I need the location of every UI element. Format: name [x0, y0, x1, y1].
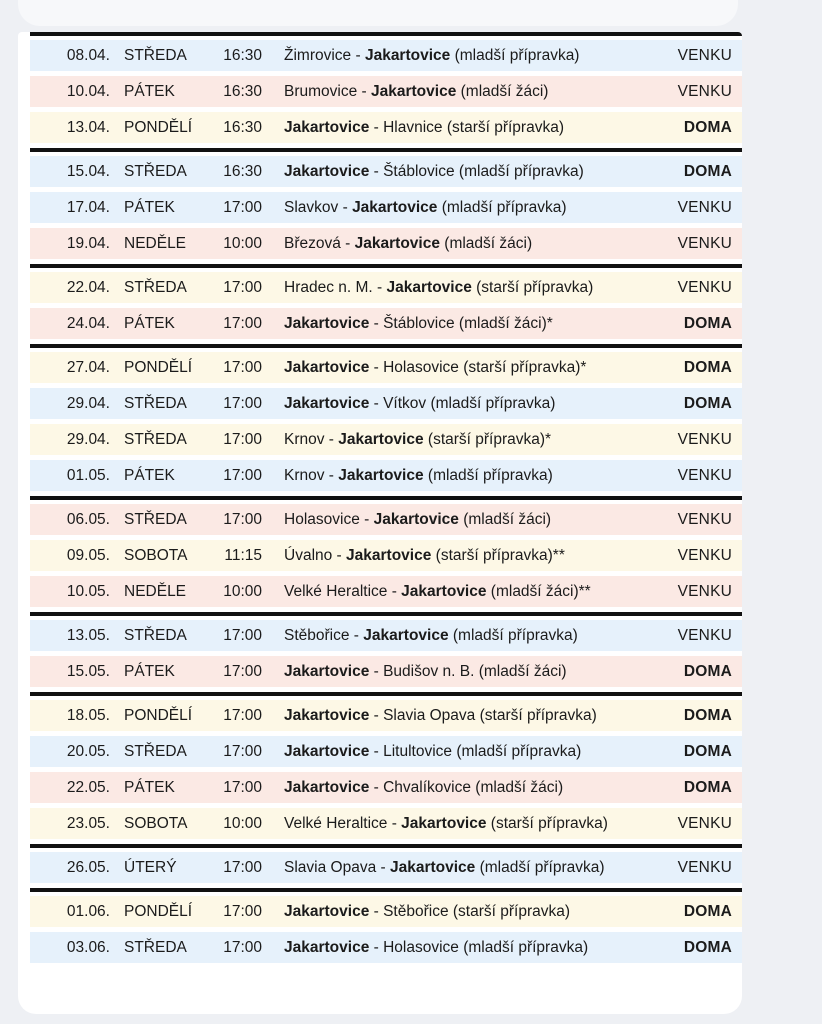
- team-separator: -: [324, 431, 339, 448]
- match-time: 17:00: [223, 431, 262, 448]
- home-team: Krnov: [284, 467, 325, 484]
- team-separator: -: [369, 743, 384, 760]
- match-date: 22.04.: [66, 279, 110, 296]
- away-team: Jakartovice: [364, 47, 451, 64]
- match-weekday: ÚTERÝ: [124, 859, 177, 876]
- match-row: [30, 192, 742, 223]
- match-time: 17:00: [223, 743, 262, 760]
- match-time: 17:00: [223, 279, 262, 296]
- match-category: (mladší přípravka): [452, 627, 578, 644]
- team-separator: -: [357, 83, 371, 100]
- team-separator: -: [324, 467, 339, 484]
- match-teams: [284, 112, 564, 143]
- match-category: (mladší žáci)*: [458, 315, 553, 332]
- week-divider: [30, 264, 742, 268]
- match-category: (starší přípravka): [476, 279, 594, 296]
- match-weekday: PONDĚLÍ: [124, 359, 193, 376]
- match-row: [30, 228, 742, 259]
- match-category: (starší přípravka)**: [435, 547, 565, 564]
- match-row: [30, 808, 742, 839]
- match-row: [30, 308, 742, 339]
- home-team: Úvalno: [284, 547, 333, 564]
- team-separator: -: [369, 395, 384, 412]
- team-separator: -: [372, 279, 387, 296]
- match-venue: DOMA: [683, 707, 732, 724]
- match-weekday: STŘEDA: [124, 395, 187, 412]
- away-team: Holasovice: [383, 939, 459, 956]
- away-team: Jakartovice: [363, 627, 449, 644]
- home-team: Krnov: [284, 431, 325, 448]
- match-time: 17:00: [223, 511, 262, 528]
- week-divider: [30, 344, 742, 348]
- team-separator: -: [369, 663, 384, 680]
- team-separator: -: [340, 235, 355, 252]
- match-category: (mladší přípravka): [458, 163, 584, 180]
- match-teams: [284, 576, 591, 607]
- away-team: Jakartovice: [338, 431, 424, 448]
- match-time: 17:00: [223, 859, 262, 876]
- match-teams: [284, 460, 553, 491]
- match-category: (mladší žáci): [478, 663, 567, 680]
- match-weekday: STŘEDA: [124, 627, 187, 644]
- match-date: 01.05.: [66, 467, 110, 484]
- match-venue: DOMA: [683, 779, 732, 796]
- match-category: (starší přípravka): [452, 903, 571, 920]
- home-team: Velké Heraltice: [284, 815, 388, 832]
- home-team: Jakartovice: [284, 163, 370, 180]
- team-separator: -: [369, 779, 384, 796]
- away-team: Litultovice: [383, 743, 453, 760]
- match-teams: [284, 700, 597, 731]
- match-weekday: STŘEDA: [124, 279, 187, 296]
- match-category: (mladší přípravka): [463, 939, 589, 956]
- home-team: Jakartovice: [284, 939, 370, 956]
- away-team: Štáblovice: [383, 315, 455, 332]
- match-date: 29.04.: [66, 395, 110, 412]
- match-row: [30, 896, 742, 927]
- match-row: [30, 504, 742, 535]
- match-row: [30, 272, 742, 303]
- home-team: Slavkov: [284, 199, 339, 216]
- match-category: (mladší přípravka): [427, 467, 553, 484]
- match-time: 10:00: [223, 815, 262, 832]
- match-date: 06.05.: [66, 511, 110, 528]
- match-venue: DOMA: [683, 939, 732, 956]
- team-separator: -: [359, 511, 374, 528]
- away-team: Slavia Opava: [383, 707, 476, 724]
- match-row: [30, 112, 742, 143]
- match-category: (mladší žáci)**: [490, 583, 591, 600]
- match-venue: VENKU: [677, 627, 732, 644]
- match-category: (mladší přípravka): [479, 859, 605, 876]
- match-category: (starší přípravka)*: [463, 359, 587, 376]
- match-category: (starší přípravka): [479, 707, 597, 724]
- team-separator: -: [332, 547, 347, 564]
- match-row: [30, 932, 742, 963]
- week-divider: [30, 612, 742, 616]
- match-teams: [284, 272, 593, 303]
- match-teams: [284, 76, 548, 107]
- match-time: 17:00: [223, 467, 262, 484]
- match-date: 08.04.: [66, 47, 110, 64]
- away-team: Jakartovice: [401, 815, 487, 832]
- away-team: Štáblovice: [383, 163, 455, 180]
- team-separator: -: [369, 707, 384, 724]
- match-weekday: NEDĚLE: [124, 235, 187, 252]
- home-team: Jakartovice: [284, 779, 370, 796]
- match-time: 17:00: [223, 395, 262, 412]
- week-divider: [30, 844, 742, 848]
- match-venue: DOMA: [683, 163, 732, 180]
- match-date: 18.05.: [66, 707, 110, 724]
- team-separator: -: [369, 359, 384, 376]
- match-date: 26.05.: [66, 859, 110, 876]
- match-teams: [284, 156, 584, 187]
- team-separator: -: [369, 939, 384, 956]
- home-team: Jakartovice: [284, 359, 370, 376]
- match-weekday: PÁTEK: [124, 663, 175, 680]
- match-row: [30, 656, 742, 687]
- match-teams: [284, 808, 608, 839]
- away-team: Jakartovice: [373, 511, 459, 528]
- home-team: Velké Heraltice: [284, 583, 388, 600]
- match-category: (mladší přípravka): [430, 395, 556, 412]
- match-time: 17:00: [223, 199, 262, 216]
- week-divider: [30, 888, 742, 892]
- previous-card-edge: [18, 0, 738, 26]
- match-time: 16:30: [223, 83, 262, 100]
- match-time: 17:00: [223, 627, 262, 644]
- match-date: 15.04.: [66, 163, 110, 180]
- match-row: [30, 156, 742, 187]
- match-category: (mladší žáci): [475, 779, 564, 796]
- match-weekday: PONDĚLÍ: [124, 119, 193, 136]
- match-date: 22.05.: [66, 779, 110, 796]
- week-divider: [30, 692, 742, 696]
- match-category: (starší přípravka): [490, 815, 608, 832]
- match-venue: VENKU: [677, 815, 732, 832]
- match-row: [30, 700, 742, 731]
- match-teams: [284, 308, 553, 339]
- match-date: 09.05.: [66, 547, 110, 564]
- match-category: (mladší přípravka): [456, 743, 582, 760]
- match-date: 13.05.: [66, 627, 110, 644]
- away-team: Jakartovice: [354, 235, 440, 252]
- match-venue: VENKU: [677, 547, 732, 564]
- match-venue: VENKU: [677, 235, 732, 252]
- match-venue: VENKU: [677, 467, 732, 484]
- match-row: [30, 540, 742, 571]
- match-schedule-sheet[interactable]: [18, 32, 742, 1014]
- match-date: 24.04.: [66, 315, 110, 332]
- match-date: 10.04.: [66, 83, 110, 100]
- home-team: Jakartovice: [284, 315, 370, 332]
- match-venue: DOMA: [683, 903, 732, 920]
- match-weekday: STŘEDA: [124, 431, 187, 448]
- match-date: 13.04.: [66, 119, 110, 136]
- away-team: Holasovice: [383, 359, 459, 376]
- match-teams: [284, 504, 551, 535]
- match-category: (mladší žáci): [460, 83, 549, 100]
- match-weekday: STŘEDA: [124, 939, 187, 956]
- match-time: 10:00: [223, 583, 262, 600]
- match-category: (mladší žáci): [444, 235, 533, 252]
- match-schedule-table: [30, 32, 742, 968]
- match-weekday: STŘEDA: [124, 743, 187, 760]
- match-row: [30, 388, 742, 419]
- match-teams: [284, 40, 579, 71]
- match-weekday: SOBOTA: [124, 547, 188, 564]
- match-time: 17:00: [223, 707, 262, 724]
- match-date: 01.06.: [66, 903, 110, 920]
- match-venue: VENKU: [677, 431, 732, 448]
- away-team: Jakartovice: [401, 583, 487, 600]
- match-teams: [284, 772, 563, 803]
- match-weekday: PÁTEK: [124, 315, 175, 332]
- away-team: Hlavnice: [383, 119, 443, 136]
- match-teams: [284, 852, 605, 883]
- home-team: Jakartovice: [284, 119, 370, 136]
- away-team: Jakartovice: [346, 547, 432, 564]
- match-venue: DOMA: [683, 359, 732, 376]
- match-teams: [284, 896, 570, 927]
- match-teams: [284, 932, 588, 963]
- home-team: Jakartovice: [284, 903, 370, 920]
- match-venue: DOMA: [683, 315, 732, 332]
- match-row: [30, 620, 742, 651]
- match-weekday: SOBOTA: [124, 815, 188, 832]
- away-team: Budišov n. B.: [383, 663, 475, 680]
- away-team: Jakartovice: [386, 279, 472, 296]
- match-weekday: STŘEDA: [124, 511, 187, 528]
- match-category: (starší přípravka): [446, 119, 564, 136]
- match-weekday: PÁTEK: [124, 83, 175, 100]
- match-date: 15.05.: [66, 663, 110, 680]
- match-teams: [284, 620, 578, 651]
- match-venue: VENKU: [677, 859, 732, 876]
- match-teams: [284, 540, 565, 571]
- away-team: Vítkov: [383, 395, 427, 412]
- match-venue: VENKU: [677, 583, 732, 600]
- match-time: 17:00: [223, 359, 262, 376]
- home-team: Hradec n. M.: [284, 279, 373, 296]
- match-weekday: PONDĚLÍ: [124, 903, 193, 920]
- team-separator: -: [387, 815, 402, 832]
- match-venue: DOMA: [683, 663, 732, 680]
- match-venue: VENKU: [677, 199, 732, 216]
- team-separator: -: [369, 163, 384, 180]
- match-time: 10:00: [223, 235, 262, 252]
- match-date: 03.06.: [66, 939, 110, 956]
- match-row: [30, 40, 742, 71]
- match-teams: [284, 192, 567, 223]
- match-time: 16:30: [223, 119, 262, 136]
- home-team: Slavia Opava: [284, 859, 377, 876]
- home-team: Holasovice: [284, 511, 360, 528]
- match-row: [30, 736, 742, 767]
- week-divider: [30, 496, 742, 500]
- match-date: 23.05.: [66, 815, 110, 832]
- away-team: Jakartovice: [371, 83, 457, 100]
- match-weekday: NEDĚLE: [124, 583, 187, 600]
- home-team: Březová: [284, 235, 341, 252]
- match-row: [30, 852, 742, 883]
- team-separator: -: [349, 627, 364, 644]
- match-time: 16:30: [223, 163, 262, 180]
- week-divider: [30, 148, 742, 152]
- match-venue: VENKU: [677, 83, 732, 100]
- home-team: Jakartovice: [284, 743, 370, 760]
- match-date: 29.04.: [66, 431, 110, 448]
- home-team: Jakartovice: [284, 395, 370, 412]
- match-teams: [284, 656, 567, 687]
- home-team: Brumovice: [284, 83, 358, 100]
- match-venue: DOMA: [683, 119, 732, 136]
- match-date: 10.05.: [66, 583, 110, 600]
- match-row: [30, 576, 742, 607]
- match-teams: [284, 352, 586, 383]
- team-separator: -: [351, 47, 365, 64]
- home-team: Jakartovice: [284, 707, 370, 724]
- match-weekday: PÁTEK: [124, 199, 175, 216]
- team-separator: -: [376, 859, 390, 876]
- away-team: Stěbořice: [383, 903, 449, 920]
- match-weekday: PÁTEK: [124, 467, 175, 484]
- match-row: [30, 76, 742, 107]
- match-row: [30, 424, 742, 455]
- match-category: (mladší žáci): [463, 511, 552, 528]
- week-divider: [30, 32, 742, 36]
- match-weekday: STŘEDA: [124, 47, 187, 64]
- match-category: (mladší přípravka): [441, 199, 567, 216]
- team-separator: -: [369, 315, 384, 332]
- match-venue: VENKU: [677, 47, 732, 64]
- match-time: 16:30: [223, 47, 262, 64]
- match-date: 20.05.: [66, 743, 110, 760]
- match-time: 17:00: [223, 315, 262, 332]
- match-venue: DOMA: [683, 743, 732, 760]
- match-time: 17:00: [223, 663, 262, 680]
- match-category: (mladší přípravka): [454, 47, 580, 64]
- away-team: Jakartovice: [352, 199, 438, 216]
- match-time: 17:00: [223, 779, 262, 796]
- match-row: [30, 772, 742, 803]
- match-date: 17.04.: [66, 199, 110, 216]
- home-team: Stěbořice: [284, 627, 350, 644]
- match-category: (starší přípravka)*: [427, 431, 552, 448]
- match-date: 19.04.: [66, 235, 110, 252]
- match-venue: DOMA: [683, 395, 732, 412]
- match-weekday: STŘEDA: [124, 163, 187, 180]
- home-team: Žimrovice: [284, 47, 352, 64]
- match-weekday: PÁTEK: [124, 779, 175, 796]
- match-teams: [284, 228, 532, 259]
- match-venue: VENKU: [677, 279, 732, 296]
- match-row: [30, 352, 742, 383]
- match-row: [30, 460, 742, 491]
- team-separator: -: [387, 583, 402, 600]
- match-venue: VENKU: [677, 511, 732, 528]
- match-teams: [284, 388, 555, 419]
- match-teams: [284, 736, 581, 767]
- match-time: 17:00: [223, 903, 262, 920]
- team-separator: -: [338, 199, 353, 216]
- away-team: Jakartovice: [389, 859, 476, 876]
- match-date: 27.04.: [66, 359, 110, 376]
- match-time: 11:15: [224, 547, 262, 564]
- away-team: Chvalíkovice: [383, 779, 471, 796]
- team-separator: -: [369, 119, 384, 136]
- away-team: Jakartovice: [338, 467, 424, 484]
- match-time: 17:00: [223, 939, 262, 956]
- match-weekday: PONDĚLÍ: [124, 707, 193, 724]
- team-separator: -: [369, 903, 384, 920]
- match-teams: [284, 424, 551, 455]
- home-team: Jakartovice: [284, 663, 370, 680]
